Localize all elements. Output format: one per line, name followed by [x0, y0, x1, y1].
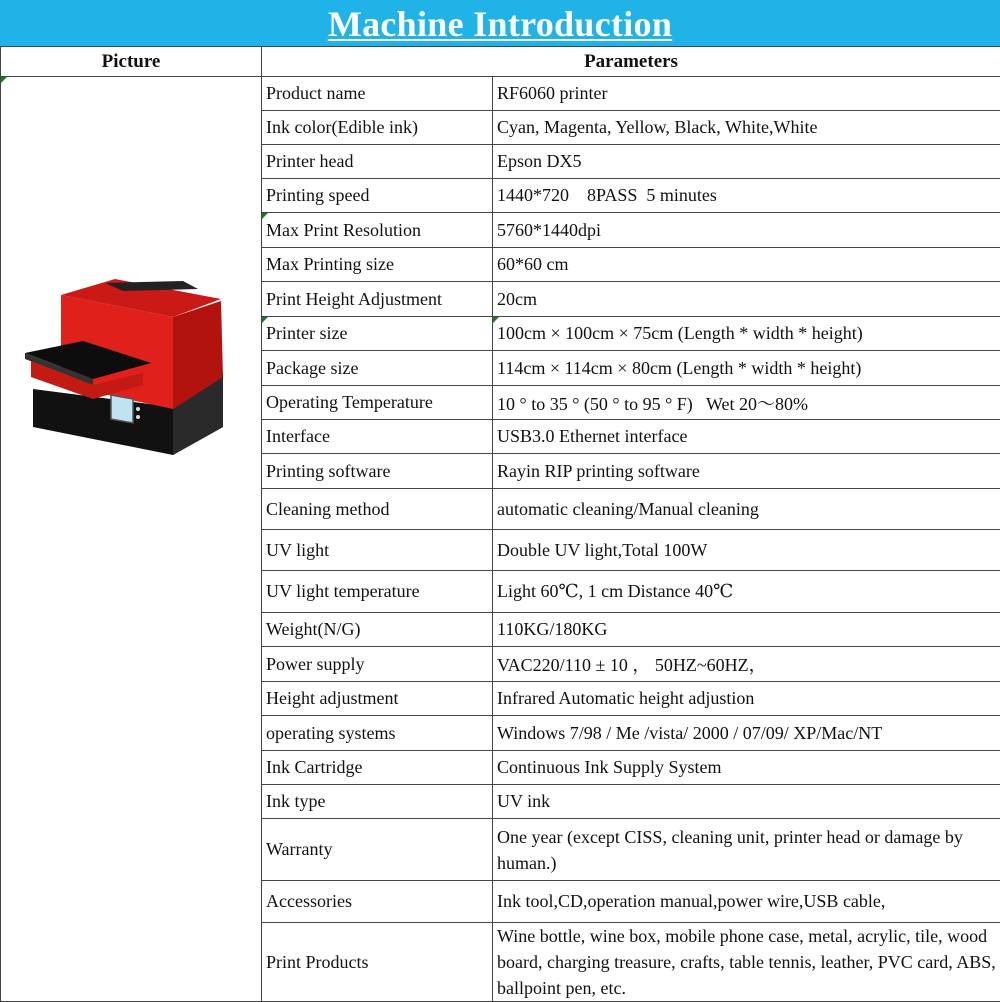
control-screen	[111, 395, 133, 423]
row-value: Epson DX5	[493, 145, 1000, 179]
row-label	[262, 317, 493, 351]
row-value: UV ink	[493, 785, 1000, 819]
row-label: Operating Temperature	[262, 386, 493, 420]
table-header-row	[1, 47, 1000, 77]
title-banner	[0, 0, 1000, 46]
row-value: VAC220/110 ± 10 ， 50HZ~60HZ，	[493, 647, 1000, 682]
row-label: UV light	[262, 530, 493, 571]
cell-marker	[262, 317, 268, 323]
control-button	[136, 407, 140, 411]
row-label: Product name	[262, 77, 493, 111]
row-label: Printing software	[262, 454, 493, 489]
row-label: Ink Cartridge	[262, 751, 493, 785]
row-value: 1440*720 8PASS 5 minutes	[493, 179, 1000, 213]
row-value	[493, 317, 1000, 351]
row-value: Cyan, Magenta, Yellow, Black, White,White	[493, 111, 1000, 145]
row-value: Continuous Ink Supply System	[493, 751, 1000, 785]
row-label: Print Height Adjustment	[262, 282, 493, 317]
row-value: automatic cleaning/Manual cleaning	[493, 489, 1000, 530]
row-label: Power supply	[262, 647, 493, 682]
picture-header: Picture	[1, 47, 262, 77]
row-label: Interface	[262, 420, 493, 454]
row-label-text: Max Print Resolution	[266, 220, 421, 240]
row-value: Infrared Automatic height adjustion	[493, 682, 1000, 716]
row-value: 5760*1440dpi	[493, 213, 1000, 248]
row-label: Warranty	[262, 819, 493, 881]
row-label: Package size	[262, 351, 493, 386]
table-row	[1, 77, 1000, 111]
row-value-text: 100cm × 100cm × 75cm (Length * width * height)	[497, 323, 863, 343]
row-value: Windows 7/98 / Me /vista/ 2000 / 07/09/ XP/Mac/NT	[493, 716, 1000, 751]
row-label: Accessories	[262, 881, 493, 923]
row-label: Height adjustment	[262, 682, 493, 716]
row-value: 20cm	[493, 282, 1000, 317]
row-value: Ink tool,CD,operation manual,power wire,USB cable,	[493, 881, 1000, 923]
row-label: operating systems	[262, 716, 493, 751]
row-label: Print Products	[262, 923, 493, 1002]
row-label: Max Printing size	[262, 248, 493, 282]
spec-table	[0, 46, 1000, 1002]
row-value: Light 60℃, 1 cm Distance 40℃	[493, 571, 1000, 613]
uv-printer-illustration	[23, 277, 233, 457]
row-label: Cleaning method	[262, 489, 493, 530]
row-value: Rayin RIP printing software	[493, 454, 1000, 489]
cell-marker	[493, 317, 499, 323]
row-value: 114cm × 114cm × 80cm (Length * width * height)	[493, 351, 1000, 386]
row-value: 60*60 cm	[493, 248, 1000, 282]
row-label: Printer head	[262, 145, 493, 179]
row-label: Ink color(Edible ink)	[262, 111, 493, 145]
cell-marker	[1, 77, 7, 83]
row-label: UV light temperature	[262, 571, 493, 613]
control-button	[136, 415, 140, 419]
page-title: Machine Introduction	[328, 3, 672, 45]
printer-image	[23, 277, 233, 457]
row-label: Ink type	[262, 785, 493, 819]
row-label: Weight(N/G)	[262, 613, 493, 647]
row-value: Double UV light,Total 100W	[493, 530, 1000, 571]
row-value: 110KG/180KG	[493, 613, 1000, 647]
row-value: 10 ° to 35 ° (50 ° to 95 ° F) Wet 20～80%	[493, 386, 1000, 420]
row-label-text: Printer size	[266, 323, 347, 343]
row-label	[262, 213, 493, 248]
row-value: Wine bottle, wine box, mobile phone case, metal, acrylic, tile, wood board, charging treasure, crafts, table tennis, leather, PVC card, ABS, ballpoint pen, etc.	[493, 923, 1000, 1002]
row-label: Printing speed	[262, 179, 493, 213]
picture-cell	[1, 77, 262, 1002]
cell-marker	[262, 213, 268, 219]
row-value: RF6060 printer	[493, 77, 1000, 111]
parameters-header: Parameters	[262, 47, 1000, 77]
row-value: One year (except CISS, cleaning unit, printer head or damage by human.)	[493, 819, 1000, 881]
row-value: USB3.0 Ethernet interface	[493, 420, 1000, 454]
